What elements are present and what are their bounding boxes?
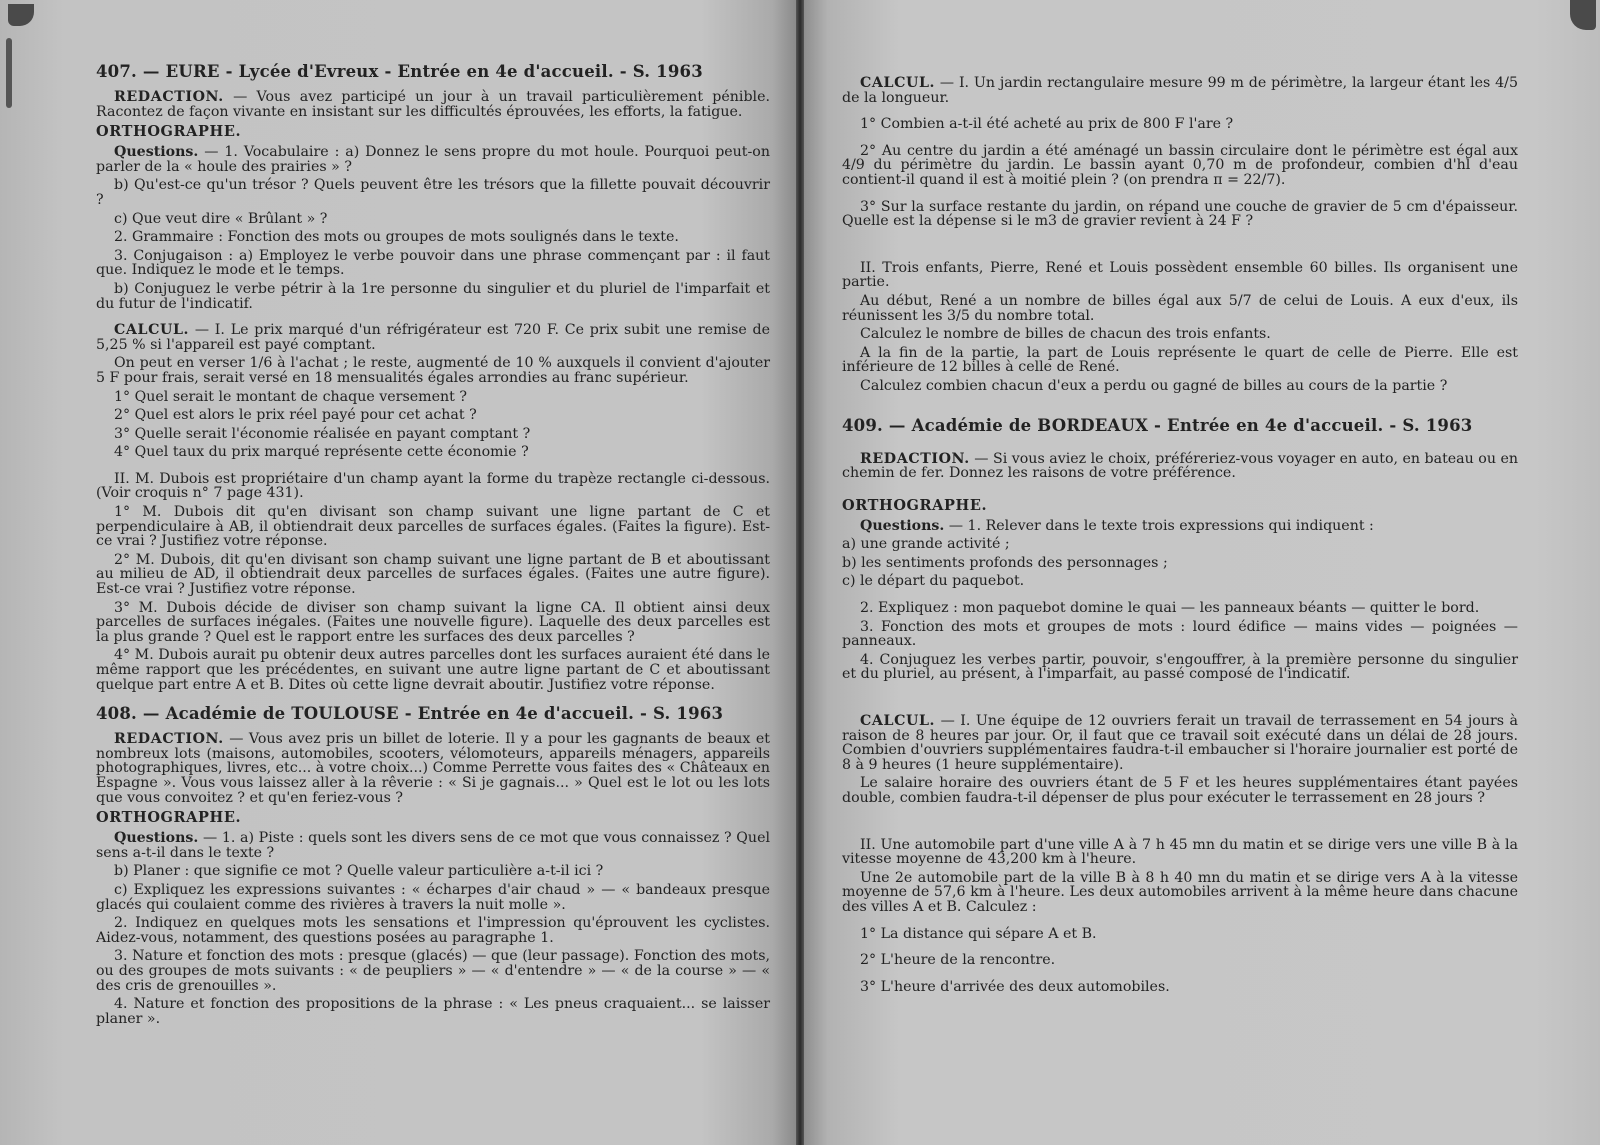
- question-409-1a: a) une grande activité ;: [842, 536, 1010, 553]
- question-409-2: 2. Expliquez : mon paquebot domine le quai — les panneaux béants — quitter le bord.: [860, 600, 1480, 617]
- question-407-1a: Questions. — 1. Vocabulaire : a) Donnez le sens propre du mot houle. Pourquoi peut-on parler de la « houle des prairies » ?: [96, 144, 770, 175]
- left-page: [0, 0, 796, 1145]
- calcul-408-1-q2: 2° Au centre du jardin a été aménagé un bassin circulaire dont le périmètre est égal aux 4/9 du périmètre du jardin. Le bassin ayant 0,70 m de profondeur, combien d'hl d'eau contient-il quand il est à moitié plein ? (on prendra π = 22/7).: [842, 142, 1518, 188]
- calcul-409-2-q1: 1° La distance qui sépare A et B.: [860, 925, 1097, 942]
- redaction-408: REDACTION. — Vous avez pris un billet de loterie. Il y a pour les gagnants de beaux et nombreux lots (maisons, automobiles, scooters, vélomoteurs, appareils ménagers, appareils photographiques, livres, etc... à votre choix...) Comme Perrette vous faites des « Châteaux en Espagne ». Vous vous laissez aller à la rêverie : « Si je gagnais... » Quel est le lot ou les lots que vous convoitez ? et qu'en feriez-vous ?: [96, 731, 770, 806]
- question-408-3: 3. Nature et fonction des mots : presque (glacés) — que (leur passage). Fonction des mots, ou des groupes de mots suivants : « de peupliers » — « d'entendre » — « de la course » — « des cris de grenouilles ».: [96, 948, 770, 994]
- question-407-3b: b) Conjuguez le verbe pétrir à la 1re personne du singulier et du pluriel de l'imparfait et du futur de l'indicatif.: [96, 280, 770, 312]
- question-407-3a: 3. Conjugaison : a) Employez le verbe pouvoir dans une phrase commençant par : il faut que. Indiquez le mode et le temps.: [96, 247, 770, 279]
- calcul-408-2c: Calculez le nombre de billes de chacun des trois enfants.: [860, 326, 1271, 343]
- calcul-407-1-q3: 3° Quelle serait l'économie réalisée en payant comptant ?: [114, 425, 531, 442]
- calcul-407-1b: On peut en verser 1/6 à l'achat ; le reste, augmenté de 10 % auxquels il convient d'ajouter 5 F pour frais, serait versé en 18 mensualités égales arrondies au franc supérieur.: [96, 355, 770, 386]
- redaction-409: REDACTION. — Si vous aviez le choix, préféreriez-vous voyager en auto, en bateau ou en chemin de fer. Donnez les raisons de votre préférence.: [842, 450, 1519, 482]
- question-407-1b: b) Qu'est-ce qu'un trésor ? Quels peuvent être les trésors que la fillette pouvait découvrir ?: [96, 177, 770, 208]
- question-408-4: 4. Nature et fonction des propositions de la phrase : « Les pneus craquaient... se laisser planer ».: [96, 996, 770, 1027]
- calcul-407-2-q2: 2° M. Dubois, dit qu'en divisant son champ suivant une ligne partant de B et aboutissant au milieu de AD, il obtiendrait deux parcelles de surfaces égales. (Faites une autre figure). Est-ce vrai ? Justifiez votre réponse.: [96, 551, 770, 598]
- question-409-1c: c) le départ du paquebot.: [842, 573, 1025, 590]
- question-408-2: 2. Indiquez en quelques mots les sensations et l'impression qu'éprouvent les cyclistes. Aidez-vous, notamment, des questions posées au paragraphe 1.: [96, 915, 770, 946]
- page-corner-wear: [1570, 0, 1596, 30]
- calcul-407-2-q4: 4° M. Dubois aurait pu obtenir deux autres parcelles dont les surfaces auraient été dans le même rapport que les précédentes, en suivant une autre ligne partant de C et aboutissant quelque part entre A et B. Dites où cette ligne devrait aboutir. Justifiez votre réponse.: [96, 647, 770, 693]
- calcul-407-1-q1: 1° Quel serait le montant de chaque versement ?: [114, 388, 467, 405]
- calcul-409-1b: Le salaire horaire des ouvriers étant de 5 F et les heures supplémentaires étant payées double, combien faudra-t-il dépenser de plus pour exécuter le terrassement en 28 jours ?: [842, 775, 1518, 806]
- calcul-407-2: II. M. Dubois est propriétaire d'un champ ayant la forme du trapèze rectangle ci-dessous. (Voir croquis n° 7 page 431).: [96, 470, 770, 502]
- orthographe-407-label: ORTHOGRAPHE.: [96, 123, 242, 141]
- exercise-409-heading: 409. — Académie de BORDEAUX - Entrée en 4e d'accueil. - S. 1963: [842, 415, 1473, 435]
- orthographe-408-label: ORTHOGRAPHE.: [96, 809, 242, 827]
- question-409-3: 3. Fonction des mots et groupes de mots : lourd édifice — mains vides — poignées — panneaux.: [842, 618, 1518, 650]
- question-409-4: 4. Conjuguez les verbes partir, pouvoir, s'engouffrer, à la première personne du singulier et du pluriel, au présent, à l'imparfait, au passé composé de l'indicatif.: [842, 651, 1518, 683]
- book-gutter: [796, 0, 804, 1145]
- question-407-1c: c) Que veut dire « Brûlant » ?: [114, 210, 328, 227]
- calcul-408-2d: A la fin de la partie, la part de Louis représente le quart de celle de Pierre. Elle est inférieure de 12 billes à celle de René.: [842, 344, 1518, 376]
- page-edge-mark: [6, 38, 12, 108]
- calcul-407-1-q2: 2° Quel est alors le prix réel payé pour cet achat ?: [114, 407, 477, 424]
- calcul-407-2-q1: 1° M. Dubois dit qu'en divisant son champ suivant une ligne partant de C et perpendiculaire à AB, il obtiendrait deux parcelles de surfaces égales. (Faites la figure). Est-ce vrai ? Justifiez votre réponse.: [96, 504, 770, 550]
- redaction-407: REDACTION. — Vous avez participé un jour à un travail particulièrement pénible. Racontez de façon vivante en insistant sur les difficultés éprouvées, les efforts, la fatigue.: [96, 89, 770, 120]
- question-408-1b: b) Planer : que signifie ce mot ? Quelle valeur particulière a-t-il ici ?: [114, 863, 604, 880]
- right-page: [804, 0, 1600, 1145]
- orthographe-409-label: ORTHOGRAPHE.: [842, 496, 988, 514]
- calcul-409-2-q3: 3° L'heure d'arrivée des deux automobiles.: [860, 978, 1170, 995]
- question-409-1b: b) les sentiments profonds des personnages ;: [842, 554, 1168, 571]
- calcul-407-1: CALCUL. — I. Le prix marqué d'un réfrigérateur est 720 F. Ce prix subit une remise de 5,25 % si l'appareil est payé comptant.: [96, 322, 770, 353]
- calcul-408-1-q1: 1° Combien a-t-il été acheté au prix de 800 F l'are ?: [860, 116, 1234, 133]
- question-408-1c: c) Expliquez les expressions suivantes : « écharpes d'air chaud » — « bandeaux presque glacés qui coulaient comme des rivières à travers la nuit molle ».: [96, 881, 770, 913]
- exercise-407-heading: 407. — EURE - Lycée d'Evreux - Entrée en 4e d'accueil. - S. 1963: [96, 62, 703, 81]
- calcul-408-1-q3: 3° Sur la surface restante du jardin, on répand une couche de gravier de 5 cm d'épaisseur. Quelle est la dépense si le m3 de gravier revient à 24 F ?: [842, 198, 1518, 230]
- calcul-407-1-q4: 4° Quel taux du prix marqué représente cette économie ?: [114, 444, 529, 461]
- question-409-1: Questions. — 1. Relever dans le texte trois expressions qui indiquent :: [860, 517, 1374, 534]
- calcul-408-2e: Calculez combien chacun d'eux a perdu ou gagné de billes au cours de la partie ?: [860, 377, 1448, 394]
- page-corner-wear: [8, 4, 34, 26]
- calcul-409-2b: Une 2e automobile part de la ville B à 8 h 40 mn du matin et se dirige vers A à la vitesse moyenne de 57,6 km à l'heure. Les deux automobiles arrivent à la même heure dans chacune des villes A et B. Calculez :: [842, 869, 1518, 915]
- calcul-409-2-q2: 2° L'heure de la rencontre.: [860, 952, 1056, 969]
- calcul-408-2b: Au début, René a un nombre de billes égal aux 5/7 de celui de Louis. A eux d'eux, ils réunissent les 3/5 du nombre total.: [842, 292, 1518, 324]
- question-407-2: 2. Grammaire : Fonction des mots ou groupes de mots soulignés dans le texte.: [114, 229, 679, 246]
- calcul-409-1: CALCUL. — I. Une équipe de 12 ouvriers ferait un travail de terrassement en 54 jours à raison de 8 heures par jour. Or, il faut que ce travail soit exécuté dans un délai de 28 jours. Combien d'ouvriers supplémentaires faudra-t-il embaucher si l'horaire journalier est porté de 8 à 9 heures (1 heure supplémentaire).: [842, 713, 1518, 773]
- calcul-409-2a: II. Une automobile part d'une ville A à 7 h 45 mn du matin et se dirige vers une ville B à la vitesse moyenne de 43,200 km à l'heure.: [842, 836, 1518, 868]
- question-408-1a: Questions. — 1. a) Piste : quels sont les divers sens de ce mot que vous connaissez ? Quel sens a-t-il dans le texte ?: [96, 830, 771, 861]
- calcul-407-2-q3: 3° M. Dubois décide de diviser son champ suivant la ligne CA. Il obtient ainsi deux parcelles de surfaces inégales. (Faites une nouvelle figure). Laquelle des deux parcelles est la plus grande ? Quel est le rapport entre les surfaces des deux parcelles ?: [96, 599, 770, 645]
- exercise-408-heading: 408. — Académie de TOULOUSE - Entrée en 4e d'accueil. - S. 1963: [96, 704, 724, 724]
- calcul-408-2a: II. Trois enfants, Pierre, René et Louis possèdent ensemble 60 billes. Ils organisent une partie.: [842, 259, 1518, 291]
- calcul-408-1: CALCUL. — I. Un jardin rectangulaire mesure 99 m de périmètre, la largeur étant les 4/5 de la longueur.: [842, 75, 1518, 106]
